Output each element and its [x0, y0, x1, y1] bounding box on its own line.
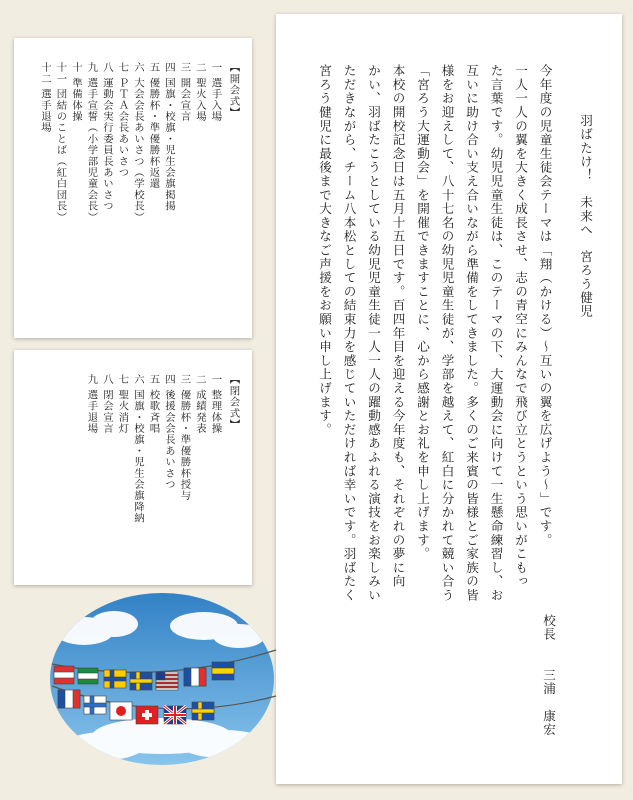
closing-heading: 【閉会式】: [227, 374, 240, 430]
item-label: 団結のことば（紅白団長）: [54, 88, 67, 223]
item-number: 三: [178, 62, 191, 74]
opening-program-item: [71, 62, 81, 122]
item-label: 開会宣言: [178, 77, 191, 123]
item-label: 選手宣誓（小学部児童会長）: [85, 77, 98, 223]
opening-program-item: [210, 62, 220, 122]
item-label: 運動会実行委員長あいさつ: [100, 77, 113, 212]
item-label: 優勝杯・準優勝杯返還: [147, 77, 160, 190]
letter-line: 様をお迎えして、八十七名の幼児児童生徒が、学部を越えて、紅白に分かれて競い合う: [439, 64, 455, 603]
item-number: 四: [162, 62, 175, 74]
opening-program-item: [164, 62, 174, 212]
item-number: 八: [100, 62, 113, 74]
item-label: ＰＴＡ会長あいさつ: [116, 77, 129, 179]
letter-line: ただきながら、チーム八本松としての結束力を感じていただければ幸いです。羽ばたく: [341, 64, 357, 603]
item-label: 聖火消灯: [116, 389, 129, 435]
letter-title: 羽ばたけ！ 未来へ 宮ろう健児: [578, 114, 593, 318]
letter-line: た言葉です。幼児児童生徒は、このテーマの下、大運動会に向けて一生懸命練習し、お: [488, 64, 504, 603]
item-number: 七: [116, 62, 129, 74]
closing-program-item: [210, 374, 220, 434]
item-number: 五: [147, 62, 160, 74]
item-number: 二: [193, 62, 206, 74]
item-number: 一: [209, 62, 222, 74]
principal-letter: [276, 14, 622, 784]
item-number: 十一: [54, 62, 67, 85]
flag-bunting-icon: [44, 586, 280, 772]
item-number: 三: [178, 374, 191, 386]
flag-bunting-illustration: [44, 586, 280, 772]
item-label: 後援会会長あいさつ: [162, 389, 175, 491]
letter-line: 今年度の児童生徒会テーマは「翔（かける）〜互いの翼を広げよう〜」です。: [537, 64, 553, 547]
item-label: 成績発表: [193, 389, 206, 435]
item-number: 九: [85, 374, 98, 386]
opening-program-item: [133, 62, 143, 223]
closing-program-item: [148, 374, 158, 434]
item-number: 一: [209, 374, 222, 386]
item-number: 七: [116, 374, 129, 386]
letter-line: 互いに助け合い支え合いながら準備をしてきました。多くのご来賓の皆様とご家族の皆: [464, 64, 480, 603]
opening-program-item: [40, 62, 50, 133]
closing-program-item: [117, 374, 127, 434]
opening-ceremony-program: [14, 38, 252, 338]
closing-program-item: [164, 374, 174, 490]
opening-program-item: [195, 62, 205, 122]
item-label: 大会会長あいさつ（学校長）: [131, 77, 144, 223]
opening-program-item: [148, 62, 158, 189]
item-number: 十二: [38, 62, 51, 85]
item-label: 優勝杯・準優勝杯授与: [178, 389, 191, 502]
opening-program-item: [117, 62, 127, 178]
closing-program-item: [86, 374, 96, 434]
item-number: 六: [131, 374, 144, 386]
item-label: 選手退場: [38, 88, 51, 134]
item-number: 二: [193, 374, 206, 386]
opening-program-item: [179, 62, 189, 122]
item-label: 国旗・校旗・児生会旗降納: [131, 389, 144, 524]
opening-program-item: [102, 62, 112, 212]
closing-program-item: [102, 374, 112, 434]
opening-program-item: [86, 62, 96, 223]
opening-program-item: [55, 62, 65, 223]
item-label: 選手入場: [209, 77, 222, 123]
letter-line: 本校の開校記念日は五月十五日です。百四年目を迎える今年度も、それぞれの夢に向: [390, 64, 406, 589]
item-label: 準備体操: [69, 77, 82, 123]
letter-line: 宮ろう健児に最後まで大きなご声援をお願い申し上げます。: [317, 64, 333, 437]
closing-program-item: [133, 374, 143, 524]
letter-line: 「宮ろう大運動会」を開催できますことに、心から感謝とお礼を申し上げます。: [415, 64, 431, 561]
letter-line: かい、羽ばたこうとしている幼児児童生徒一人一人の躍動感あふれる演技をお楽しみい: [366, 64, 382, 603]
item-number: 九: [85, 62, 98, 74]
closing-ceremony-program: [14, 350, 252, 585]
principal-signature: 校長 三浦 康宏: [541, 614, 556, 737]
item-label: 校歌斉唱: [147, 389, 160, 435]
item-label: 閉会宣言: [100, 389, 113, 435]
item-label: 選手退場: [85, 389, 98, 435]
item-number: 八: [100, 374, 113, 386]
closing-program-item: [195, 374, 205, 434]
item-label: 国旗・校旗・児生会旗掲揚: [162, 77, 175, 212]
opening-heading: 【開会式】: [227, 62, 240, 118]
item-number: 四: [162, 374, 175, 386]
item-number: 十: [69, 62, 82, 74]
closing-program-item: [179, 374, 189, 501]
item-number: 五: [147, 374, 160, 386]
item-label: 聖火入場: [193, 77, 206, 123]
letter-line: 一人一人の翼を大きく成長させ、志の青空にみんなで飛び立とうという思いがこもっ: [513, 64, 529, 589]
item-label: 整理体操: [209, 389, 222, 435]
item-number: 六: [131, 62, 144, 74]
